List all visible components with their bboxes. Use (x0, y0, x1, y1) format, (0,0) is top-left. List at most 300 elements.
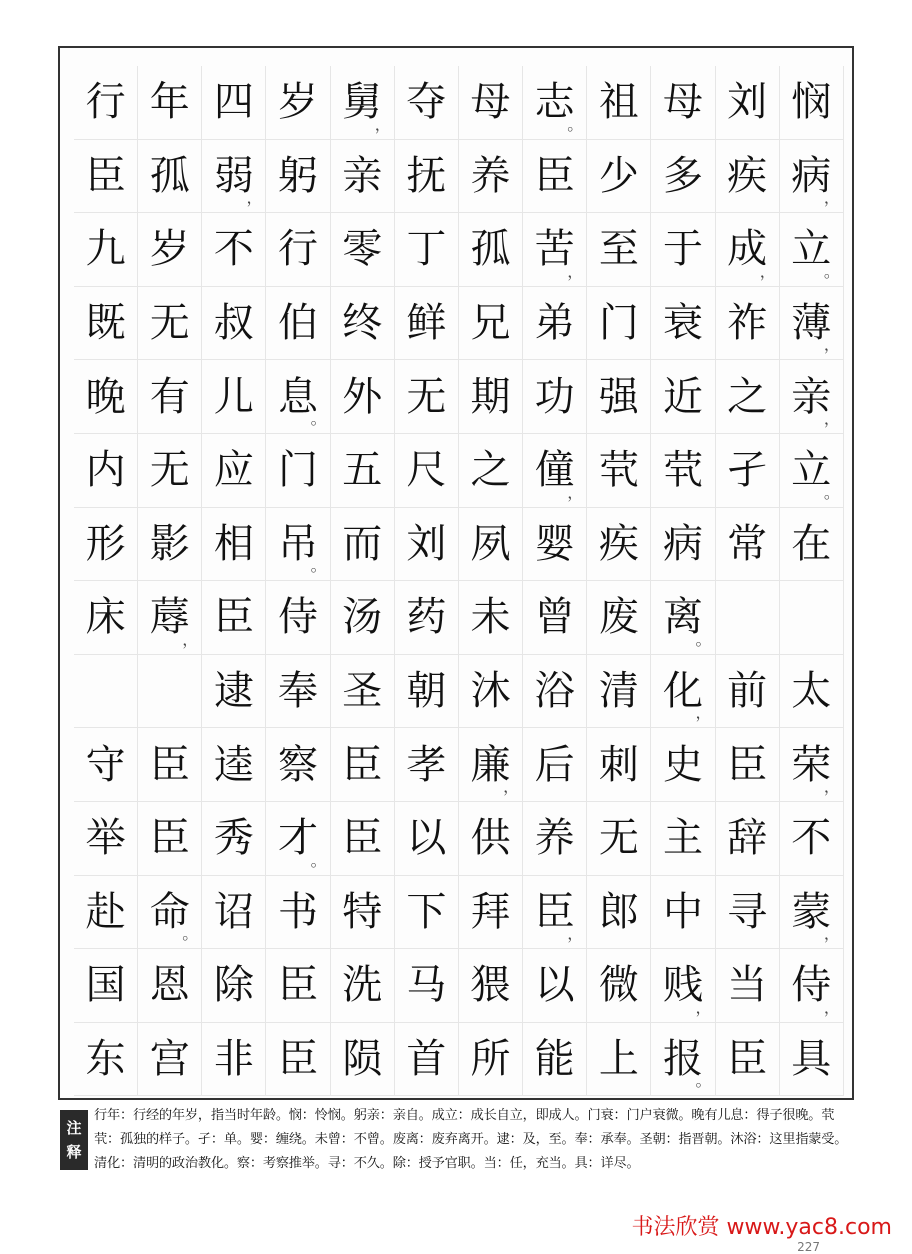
grid-cell (202, 140, 266, 214)
character: 抚 (406, 152, 447, 199)
character: 不 (213, 226, 254, 273)
character: 秀 (213, 815, 254, 862)
character: 之 (470, 447, 511, 494)
character: 圣 (342, 668, 383, 715)
grid-cell (587, 949, 651, 1023)
character: 臣 (534, 888, 575, 935)
grid-cell (202, 802, 266, 876)
character: 下 (406, 888, 447, 935)
grid-cell (202, 728, 266, 802)
character: 以 (406, 815, 447, 862)
character: 主 (662, 815, 703, 862)
character: 应 (213, 447, 254, 494)
character: 强 (598, 373, 639, 420)
grid-cell (716, 434, 780, 508)
grid-cell (459, 287, 523, 361)
character: 在 (791, 520, 832, 567)
character: 病 (791, 152, 832, 199)
punctuation-mark: ， (823, 997, 840, 1017)
character: 祖 (598, 79, 639, 126)
character: 所 (470, 1036, 511, 1083)
grid-cell (202, 508, 266, 582)
character: 母 (662, 79, 703, 126)
character: 成 (727, 226, 768, 273)
character: 汤 (342, 594, 383, 641)
character: 孝 (406, 741, 447, 788)
character: 报 (662, 1036, 703, 1083)
grid-cell (266, 581, 330, 655)
grid-cell (74, 728, 138, 802)
character: 弱 (213, 152, 254, 199)
grid-cell (74, 213, 138, 287)
grid-cell (716, 655, 780, 729)
character: 逮 (213, 668, 254, 715)
character: 荣 (791, 741, 832, 788)
character: 特 (342, 888, 383, 935)
grid-cell (202, 287, 266, 361)
character: 洗 (342, 962, 383, 1009)
character: 五 (342, 447, 383, 494)
character: 侍 (791, 962, 832, 1009)
grid-cell (138, 508, 202, 582)
grid-cell (74, 949, 138, 1023)
character: 臣 (727, 1036, 768, 1083)
grid-cell (651, 287, 715, 361)
character: 内 (85, 447, 126, 494)
copybook-sheet (58, 46, 854, 1100)
grid-cell (395, 508, 459, 582)
grid-cell (780, 508, 844, 582)
punctuation-mark: ， (567, 482, 584, 502)
grid-cell (395, 728, 459, 802)
punctuation-mark: 。 (695, 629, 712, 649)
grid-cell (780, 287, 844, 361)
grid-cell (331, 66, 395, 140)
grid-cell (716, 876, 780, 950)
character: 清 (598, 668, 639, 715)
grid-cell (651, 581, 715, 655)
grid-cell (266, 140, 330, 214)
character: 夙 (470, 520, 511, 567)
punctuation-mark: ， (695, 997, 712, 1017)
character: 才 (278, 815, 319, 862)
character: 书 (278, 888, 319, 935)
character: 非 (213, 1036, 254, 1083)
character: 药 (406, 594, 447, 641)
grid-cell (587, 66, 651, 140)
grid-cell (74, 140, 138, 214)
grid-cell (716, 213, 780, 287)
character: 岁 (278, 79, 319, 126)
character: 行 (278, 226, 319, 273)
grid-cell (523, 287, 587, 361)
grid-cell (266, 655, 330, 729)
grid-cell (202, 360, 266, 434)
grid-cell (780, 655, 844, 729)
grid-cell (266, 949, 330, 1023)
character: 臣 (278, 1036, 319, 1083)
character: 臣 (85, 152, 126, 199)
grid-cell (780, 360, 844, 434)
character: 尺 (406, 447, 447, 494)
grid-cell (523, 802, 587, 876)
character: 浴 (534, 668, 575, 715)
grid-cell (138, 1023, 202, 1097)
character: 多 (662, 152, 703, 199)
grid-cell (459, 581, 523, 655)
grid-cell (651, 802, 715, 876)
character: 孤 (149, 152, 190, 199)
character: 贱 (662, 962, 703, 1009)
grid-cell (716, 360, 780, 434)
character: 祚 (727, 300, 768, 347)
grid-cell (202, 213, 266, 287)
character: 四 (213, 79, 254, 126)
character: 化 (662, 668, 703, 715)
grid-cell (651, 140, 715, 214)
grid-cell (716, 1023, 780, 1097)
grid-cell (523, 655, 587, 729)
grid-cell (459, 1023, 523, 1097)
grid-cell (459, 802, 523, 876)
character: 养 (470, 152, 511, 199)
grid-cell (459, 728, 523, 802)
character: 立 (791, 447, 832, 494)
character: 刺 (598, 741, 639, 788)
character: 有 (149, 373, 190, 420)
character: 弟 (534, 300, 575, 347)
character: 伯 (278, 300, 319, 347)
character: 亲 (342, 152, 383, 199)
grid-cell (395, 434, 459, 508)
grid-cell (523, 66, 587, 140)
grid-cell (587, 434, 651, 508)
grid-cell (587, 287, 651, 361)
grid-cell (716, 66, 780, 140)
grid-cell (780, 728, 844, 802)
grid-cell (331, 802, 395, 876)
grid-cell (716, 581, 780, 655)
character: 吊 (278, 520, 319, 567)
grid-cell (395, 802, 459, 876)
grid-cell (138, 876, 202, 950)
grid-cell (138, 949, 202, 1023)
grid-cell (523, 213, 587, 287)
punctuation-mark: 。 (567, 114, 584, 134)
character: 察 (278, 741, 319, 788)
grid-cell (74, 508, 138, 582)
character: 岁 (149, 226, 190, 273)
character: 期 (470, 373, 511, 420)
character: 曾 (534, 594, 575, 641)
character: 沐 (470, 668, 511, 715)
grid-cell (459, 360, 523, 434)
character: 具 (791, 1036, 832, 1083)
grid-cell (138, 213, 202, 287)
grid-cell (331, 949, 395, 1023)
character: 未 (470, 594, 511, 641)
grid-cell (138, 140, 202, 214)
character: 马 (406, 962, 447, 1009)
character: 疾 (727, 152, 768, 199)
grid-cell (459, 434, 523, 508)
character: 门 (278, 447, 319, 494)
character: 寻 (727, 888, 768, 935)
character: 命 (149, 888, 190, 935)
grid-cell (459, 140, 523, 214)
character: 薄 (791, 300, 832, 347)
character: 僮 (534, 447, 575, 494)
character: 赴 (85, 888, 126, 935)
grid-cell (587, 728, 651, 802)
grid-cell (716, 802, 780, 876)
grid-cell (74, 655, 138, 729)
grid-cell (780, 876, 844, 950)
character: 零 (342, 226, 383, 273)
grid-cell (780, 949, 844, 1023)
grid-cell (395, 876, 459, 950)
punctuation-mark: 。 (310, 556, 327, 576)
grid-cell (587, 140, 651, 214)
grid-cell (74, 287, 138, 361)
character: 常 (727, 520, 768, 567)
grid-cell (74, 434, 138, 508)
grid-cell (587, 1023, 651, 1097)
character: 茕 (598, 447, 639, 494)
character: 床 (85, 594, 126, 641)
punctuation-mark: 。 (310, 408, 327, 428)
character: 举 (85, 815, 126, 862)
character: 舅 (342, 79, 383, 126)
character: 茕 (662, 447, 703, 494)
character: 国 (85, 962, 126, 1009)
punctuation-mark: ， (759, 261, 776, 281)
character: 臣 (149, 815, 190, 862)
character: 志 (534, 79, 575, 126)
character: 孤 (470, 226, 511, 273)
punctuation-mark: ， (246, 188, 263, 208)
punctuation-mark: ， (567, 261, 584, 281)
grid-cell (780, 140, 844, 214)
character: 诏 (213, 888, 254, 935)
character: 拜 (470, 888, 511, 935)
character: 功 (534, 373, 575, 420)
character: 儿 (213, 373, 254, 420)
grid-cell (395, 655, 459, 729)
character: 当 (727, 962, 768, 1009)
punctuation-mark: ， (823, 924, 840, 944)
grid-cell (202, 434, 266, 508)
grid-cell (138, 802, 202, 876)
character: 无 (406, 373, 447, 420)
grid-cell (331, 287, 395, 361)
character: 除 (213, 962, 254, 1009)
grid-cell (651, 655, 715, 729)
punctuation-mark: ， (823, 335, 840, 355)
grid-cell (716, 508, 780, 582)
character: 臣 (342, 741, 383, 788)
character: 臣 (534, 152, 575, 199)
punctuation-mark: 。 (823, 261, 840, 281)
character: 首 (406, 1036, 447, 1083)
character: 臣 (213, 594, 254, 641)
grid-cell (266, 213, 330, 287)
punctuation-mark: ， (374, 114, 391, 134)
character: 朝 (406, 668, 447, 715)
grid-cell (651, 434, 715, 508)
grid-cell (266, 287, 330, 361)
character: 衰 (662, 300, 703, 347)
character: 东 (85, 1036, 126, 1083)
grid-cell (138, 581, 202, 655)
grid-cell (202, 66, 266, 140)
character: 前 (727, 668, 768, 715)
character: 少 (598, 152, 639, 199)
character: 叔 (213, 300, 254, 347)
character: 至 (598, 226, 639, 273)
grid-cell (780, 213, 844, 287)
character: 不 (791, 815, 832, 862)
grid-cell (202, 1023, 266, 1097)
grid-cell (266, 1023, 330, 1097)
character: 侍 (278, 594, 319, 641)
grid-cell (587, 802, 651, 876)
character: 臣 (278, 962, 319, 1009)
character: 无 (598, 815, 639, 862)
grid-cell (395, 360, 459, 434)
punctuation-mark: 。 (695, 1071, 712, 1091)
character: 守 (85, 741, 126, 788)
punctuation-mark: ， (695, 703, 712, 723)
grid-cell (331, 655, 395, 729)
punctuation-mark: ， (823, 776, 840, 796)
grid-cell (138, 66, 202, 140)
grid-cell (523, 434, 587, 508)
grid-cell (138, 287, 202, 361)
character: 息 (278, 373, 319, 420)
grid-cell (523, 581, 587, 655)
grid-cell (138, 655, 202, 729)
character: 臣 (149, 741, 190, 788)
grid-cell (716, 140, 780, 214)
character: 恩 (149, 962, 190, 1009)
character: 年 (149, 79, 190, 126)
annotation-block (60, 1104, 852, 1194)
grid-cell (523, 949, 587, 1023)
notes-label: 注释 (60, 1110, 88, 1170)
character: 刘 (727, 79, 768, 126)
grid-cell (266, 728, 330, 802)
grid-cell (202, 949, 266, 1023)
grid-cell (459, 655, 523, 729)
character: 而 (342, 520, 383, 567)
grid-cell (523, 876, 587, 950)
grid-cell (523, 1023, 587, 1097)
grid-cell (459, 66, 523, 140)
site-watermark: 书法欣赏 www.yac8.com (631, 1215, 892, 1240)
grid-cell (651, 728, 715, 802)
character: 外 (342, 373, 383, 420)
grid-cell (266, 434, 330, 508)
grid-cell (651, 213, 715, 287)
character: 猥 (470, 962, 511, 1009)
character: 既 (85, 300, 126, 347)
grid-cell (138, 360, 202, 434)
grid-cell (523, 728, 587, 802)
character: 无 (149, 447, 190, 494)
grid-cell (780, 581, 844, 655)
character: 于 (662, 226, 703, 273)
grid-cell (74, 581, 138, 655)
character: 臣 (342, 815, 383, 862)
grid-cell (587, 655, 651, 729)
grid-cell (587, 213, 651, 287)
character: 母 (470, 79, 511, 126)
character: 病 (662, 520, 703, 567)
character: 孑 (727, 447, 768, 494)
grid-cell (74, 1023, 138, 1097)
punctuation-mark: ， (503, 776, 520, 796)
grid-cell (266, 508, 330, 582)
character: 辞 (727, 815, 768, 862)
character: 逵 (213, 741, 254, 788)
grid-cell (395, 213, 459, 287)
grid-cell (523, 360, 587, 434)
character: 疾 (598, 520, 639, 567)
character: 近 (662, 373, 703, 420)
grid-cell (587, 360, 651, 434)
character: 上 (598, 1036, 639, 1083)
grid-cell (202, 655, 266, 729)
character: 立 (791, 226, 832, 273)
grid-cell (651, 360, 715, 434)
grid-cell (523, 508, 587, 582)
punctuation-mark: 。 (310, 850, 327, 870)
grid-cell (331, 728, 395, 802)
grid-cell (202, 876, 266, 950)
grid-cell (395, 287, 459, 361)
character: 太 (791, 668, 832, 715)
punctuation-mark: ， (567, 924, 584, 944)
punctuation-mark: ， (823, 408, 840, 428)
character: 刘 (406, 520, 447, 567)
character: 无 (149, 300, 190, 347)
punctuation-mark: 。 (823, 482, 840, 502)
character: 廉 (470, 741, 511, 788)
grid-cell (459, 508, 523, 582)
grid-cell (74, 802, 138, 876)
grid-cell (331, 1023, 395, 1097)
character: 终 (342, 300, 383, 347)
character: 史 (662, 741, 703, 788)
character: 微 (598, 962, 639, 1009)
character: 郎 (598, 888, 639, 935)
grid-cell (266, 360, 330, 434)
character: 夺 (406, 79, 447, 126)
grid-cell (780, 802, 844, 876)
character: 蒙 (791, 888, 832, 935)
character: 能 (534, 1036, 575, 1083)
grid-cell (651, 876, 715, 950)
grid-cell (395, 581, 459, 655)
grid-cell (331, 876, 395, 950)
grid-cell (587, 581, 651, 655)
character: 晚 (85, 373, 126, 420)
character: 婴 (534, 520, 575, 567)
grid-cell (651, 1023, 715, 1097)
grid-cell (74, 360, 138, 434)
grid-cell (331, 434, 395, 508)
